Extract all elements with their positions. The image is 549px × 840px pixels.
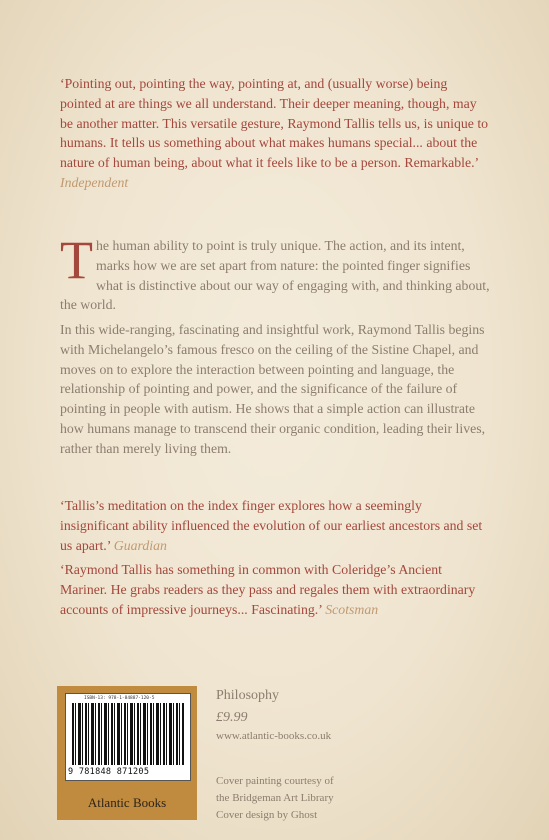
drop-cap: T (60, 230, 93, 290)
quote-source: Independent (60, 174, 129, 190)
isbn-label: ISBN-13: 978-1-84887-120-5 (84, 696, 155, 701)
review-quote-scotsman (60, 560, 490, 619)
barcode-panel (57, 686, 197, 820)
quote-source: Guardian (113, 537, 167, 553)
publisher-name: Atlantic Books (87, 795, 167, 810)
body-paragraph (60, 320, 490, 459)
barcode-bars (72, 703, 184, 765)
credit-line: the Bridgeman Art Library (216, 792, 334, 804)
price: £9.99 (216, 710, 248, 725)
intro-text: he human ability to point is truly unique. The action, and its intent, marks how we are set apart from nature: the pointed finger signifies what is distinctive about our way of engaging with, and thinking about, the world. (60, 238, 490, 313)
barcode (65, 693, 191, 781)
publisher-url: www.atlantic-books.co.uk (216, 730, 332, 742)
quote-source: Scotsman (325, 601, 379, 617)
isbn-number: 9 781848 871205 (68, 767, 150, 777)
quote-text: ‘Pointing out, pointing the way, pointing at, and (usually worse) being pointed at are things we all understand. Their deeper meaning, though, may be another matter. This versatile gesture, Raymond Tallis tells us, is unique to humans. It tells us something about what makes humans special... about the nature of human being, about what it feels like to be a person. Remarkable.’ (60, 76, 489, 171)
quote-text: ‘Tallis’s meditation on the index finger explores how a seemingly insignificant ability influenced the evolution of our earliest ancestors and set us apart.’ (60, 498, 483, 553)
intro-paragraph (60, 230, 490, 315)
review-quote-guardian (60, 496, 490, 555)
body-text: In this wide-ranging, fascinating and insightful work, Raymond Tallis begins with Michelangelo’s famous fresco on the ceiling of the Sistine Chapel, and moves on to explore the interaction between pointing and language, the relationship of pointing and power, and the significance of the failure of pointing in people with autism. He shows that a simple action can illustrate how humans manage to transcend their organic condition, leading their lives, rather than merely living them. (60, 322, 486, 456)
review-quote-independent (60, 74, 490, 193)
quote-text: ‘Raymond Tallis has something in common with Coleridge’s Ancient Mariner. He grabs readers as they pass and regales them with extraordinary accounts of impressive journeys... Fascinating.’ (60, 562, 476, 617)
credit-line: Cover painting courtesy of (216, 775, 334, 787)
category-label: Philosophy (216, 688, 280, 703)
credit-line: Cover design by Ghost (216, 809, 318, 821)
cover-credits (216, 773, 334, 824)
